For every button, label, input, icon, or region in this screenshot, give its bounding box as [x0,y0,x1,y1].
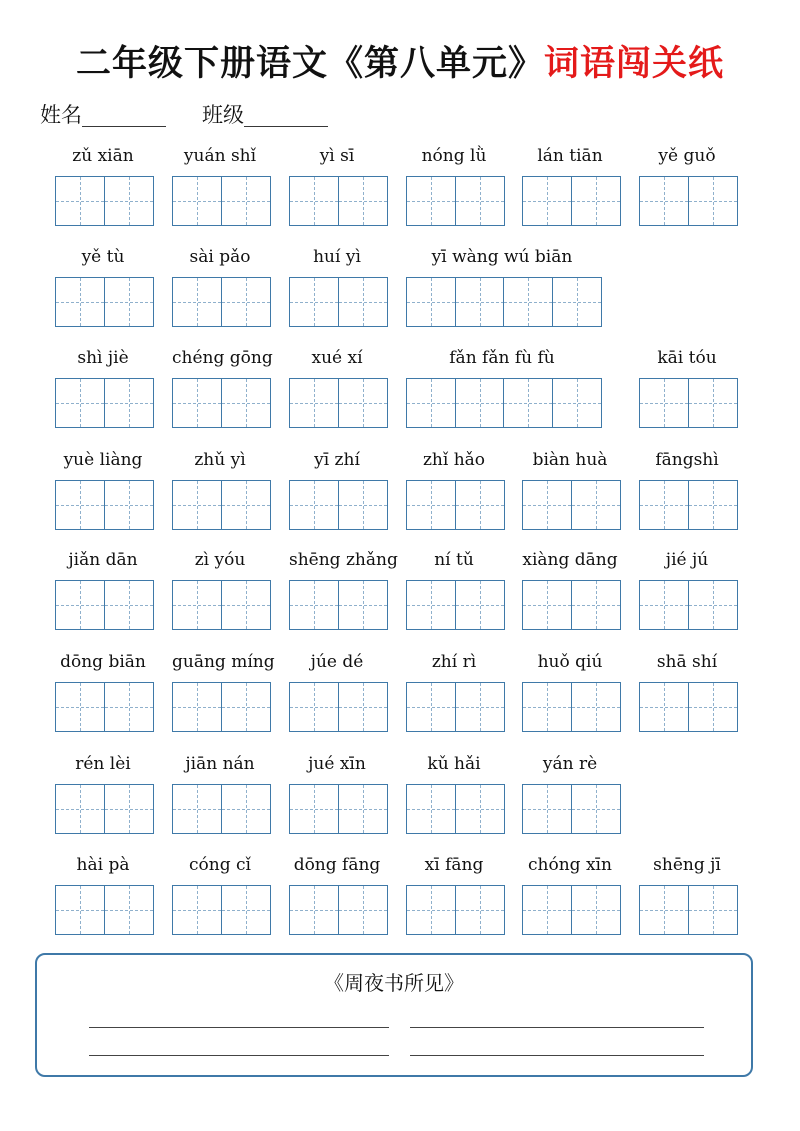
writing-grid [406,480,505,530]
writing-grid [55,784,154,834]
writing-grid [639,885,738,935]
tianzige-cell[interactable] [221,580,271,630]
tianzige-cell[interactable] [55,682,105,732]
tianzige-cell[interactable] [552,277,602,327]
pinyin-label: kǔ hǎi [427,754,481,774]
tianzige-cell[interactable] [289,885,339,935]
pinyin-label: shì jiè [77,348,129,368]
tianzige-cell[interactable] [55,480,105,530]
pinyin-label: xī fāng [424,855,484,875]
tianzige-cell[interactable] [221,176,271,226]
tianzige-cell[interactable] [55,580,105,630]
writing-grid [406,885,505,935]
writing-grid [55,682,154,732]
tianzige-cell[interactable] [221,378,271,428]
tianzige-cell[interactable] [104,176,154,226]
tianzige-cell[interactable] [406,480,456,530]
tianzige-cell[interactable] [55,176,105,226]
tianzige-cell[interactable] [221,784,271,834]
tianzige-cell[interactable] [172,580,222,630]
pinyin-label: xué xí [311,348,363,368]
tianzige-cell[interactable] [406,277,456,327]
writing-grid [289,580,388,630]
pinyin-label: zǔ xiān [72,146,134,166]
writing-grid [172,277,271,327]
tianzige-cell[interactable] [406,885,456,935]
pinyin-label: yuán shǐ [183,146,257,166]
pinyin-label: rén lèi [75,754,131,774]
writing-grid [639,580,738,630]
tianzige-cell[interactable] [688,580,738,630]
tianzige-cell[interactable] [688,378,738,428]
tianzige-cell[interactable] [338,480,388,530]
tianzige-cell[interactable] [338,682,388,732]
pinyin-label: yán rè [542,754,598,774]
tianzige-cell[interactable] [522,885,572,935]
poem-title: 《周夜书所见》 [324,971,464,995]
pinyin-label: fǎn fǎn fù fù [449,348,555,368]
tianzige-cell[interactable] [55,277,105,327]
tianzige-cell[interactable] [104,682,154,732]
writing-grid [55,580,154,630]
tianzige-cell[interactable] [571,580,621,630]
pinyin-label: lán tiān [537,146,603,166]
tianzige-cell[interactable] [172,885,222,935]
student-info [40,100,328,130]
writing-grid [522,682,621,732]
tianzige-cell[interactable] [522,784,572,834]
tianzige-cell[interactable] [639,580,689,630]
pinyin-label: yuè liàng [63,450,143,470]
pinyin-label: dōng fāng [293,855,381,875]
tianzige-cell[interactable] [406,784,456,834]
pinyin-label: yě tù [81,247,125,267]
page-title: 二年级下册语文《第八单元》词语闯关纸 [75,43,725,84]
tianzige-cell[interactable] [55,784,105,834]
writing-grid [172,682,271,732]
writing-grid [289,885,388,935]
tianzige-cell[interactable] [338,784,388,834]
tianzige-cell[interactable] [55,378,105,428]
tianzige-cell[interactable] [221,277,271,327]
writing-grid [289,176,388,226]
tianzige-cell[interactable] [522,480,572,530]
tianzige-cell[interactable] [688,885,738,935]
tianzige-cell[interactable] [406,580,456,630]
pinyin-label: guāng míng [172,652,275,672]
writing-grid [172,784,271,834]
pinyin-label: zhǐ hǎo [422,450,486,470]
tianzige-cell[interactable] [104,784,154,834]
tianzige-cell[interactable] [688,176,738,226]
tianzige-cell[interactable] [289,480,339,530]
tianzige-cell[interactable] [338,580,388,630]
pinyin-label: biàn huà [532,450,608,470]
writing-grid [406,176,505,226]
writing-grid [522,480,621,530]
tianzige-cell[interactable] [639,682,689,732]
writing-grid [406,580,505,630]
class-field[interactable]: 班级________ [202,103,328,127]
pinyin-label: fāngshì [655,450,719,470]
pinyin-label: shēng jī [653,855,721,875]
tianzige-cell[interactable] [338,176,388,226]
tianzige-cell[interactable] [552,378,602,428]
tianzige-cell[interactable] [455,176,505,226]
writing-grid [289,378,388,428]
pinyin-label: dōng biān [60,652,146,672]
poem-answer-line[interactable] [410,1055,704,1056]
tianzige-cell[interactable] [455,580,505,630]
pinyin-label: zhí rì [431,652,477,672]
tianzige-cell[interactable] [571,176,621,226]
tianzige-cell[interactable] [455,784,505,834]
name-field[interactable]: 姓名________ [40,103,166,127]
tianzige-cell[interactable] [639,480,689,530]
tianzige-cell[interactable] [503,277,553,327]
tianzige-cell[interactable] [522,682,572,732]
pinyin-label: shēng zhǎng [289,550,398,570]
tianzige-cell[interactable] [338,885,388,935]
tianzige-cell[interactable] [571,480,621,530]
tianzige-cell[interactable] [455,277,505,327]
tianzige-cell[interactable] [55,885,105,935]
tianzige-cell[interactable] [571,885,621,935]
writing-grid [289,480,388,530]
writing-grid [522,885,621,935]
tianzige-cell[interactable] [522,176,572,226]
writing-grid [55,176,154,226]
pinyin-label: hài pà [76,855,130,875]
tianzige-cell[interactable] [172,682,222,732]
poem-writing-box [35,953,753,1077]
pinyin-label: yì sī [319,146,355,166]
pinyin-label: nóng lǜ [421,146,487,166]
tianzige-cell[interactable] [289,277,339,327]
tianzige-cell[interactable] [221,885,271,935]
tianzige-cell[interactable] [455,885,505,935]
pinyin-label: kāi tóu [657,348,717,368]
tianzige-cell[interactable] [639,176,689,226]
pinyin-label: jié jú [665,550,709,570]
tianzige-cell[interactable] [406,682,456,732]
tianzige-cell[interactable] [338,378,388,428]
writing-grid [172,378,271,428]
tianzige-cell[interactable] [172,378,222,428]
pinyin-label: chóng xīn [528,855,612,875]
tianzige-cell[interactable] [338,277,388,327]
tianzige-cell[interactable] [688,480,738,530]
writing-grid [522,784,621,834]
tianzige-cell[interactable] [104,580,154,630]
tianzige-cell[interactable] [221,682,271,732]
poem-answer-line[interactable] [89,1055,389,1056]
writing-grid [172,480,271,530]
pinyin-label: zì yóu [194,550,246,570]
pinyin-label: zhǔ yì [194,450,246,470]
writing-grid [639,480,738,530]
pinyin-label: jiān nán [185,754,255,774]
tianzige-cell[interactable] [522,580,572,630]
tianzige-cell[interactable] [639,885,689,935]
tianzige-cell[interactable] [455,378,505,428]
tianzige-cell[interactable] [289,682,339,732]
poem-answer-line[interactable] [89,1027,389,1028]
pinyin-label: huí yì [313,247,361,267]
pinyin-label: xiàng dāng [522,550,618,570]
tianzige-cell[interactable] [455,480,505,530]
writing-grid [406,784,505,834]
writing-grid [172,580,271,630]
pinyin-label: shā shí [656,652,718,672]
tianzige-cell[interactable] [104,885,154,935]
tianzige-cell[interactable] [639,378,689,428]
tianzige-cell[interactable] [172,480,222,530]
pinyin-label: jué xīn [308,754,366,774]
writing-grid [172,176,271,226]
tianzige-cell[interactable] [172,784,222,834]
writing-grid [406,682,505,732]
writing-grid [639,176,738,226]
writing-grid [55,480,154,530]
tianzige-cell[interactable] [104,277,154,327]
writing-grid [289,277,388,327]
tianzige-cell[interactable] [172,176,222,226]
pinyin-label: yī wàng wú biān [431,247,573,267]
writing-grid [406,277,602,327]
pinyin-label: yě guǒ [658,146,716,166]
writing-grid [522,580,621,630]
writing-grid [289,784,388,834]
writing-grid [55,378,154,428]
pinyin-label: chéng gōng [172,348,273,368]
writing-grid [522,176,621,226]
tianzige-cell[interactable] [104,378,154,428]
pinyin-label: cóng cǐ [189,855,251,875]
pinyin-label: yī zhí [314,450,360,470]
tianzige-cell[interactable] [503,378,553,428]
tianzige-cell[interactable] [289,378,339,428]
writing-grid [55,277,154,327]
pinyin-label: júe dé [310,652,364,672]
tianzige-cell[interactable] [406,378,456,428]
tianzige-cell[interactable] [104,480,154,530]
pinyin-label: jiǎn dān [68,550,138,570]
writing-grid [172,885,271,935]
pinyin-label: huǒ qiú [537,652,603,672]
writing-grid [639,378,738,428]
pinyin-label: ní tǔ [434,550,474,570]
pinyin-label: sài pǎo [189,247,251,267]
tianzige-cell[interactable] [172,277,222,327]
tianzige-cell[interactable] [455,682,505,732]
poem-answer-line[interactable] [410,1027,704,1028]
writing-grid [639,682,738,732]
tianzige-cell[interactable] [571,784,621,834]
writing-grid [55,885,154,935]
tianzige-cell[interactable] [221,480,271,530]
tianzige-cell[interactable] [289,580,339,630]
tianzige-cell[interactable] [289,784,339,834]
writing-grid [406,378,602,428]
tianzige-cell[interactable] [571,682,621,732]
tianzige-cell[interactable] [406,176,456,226]
tianzige-cell[interactable] [289,176,339,226]
tianzige-cell[interactable] [688,682,738,732]
writing-grid [289,682,388,732]
